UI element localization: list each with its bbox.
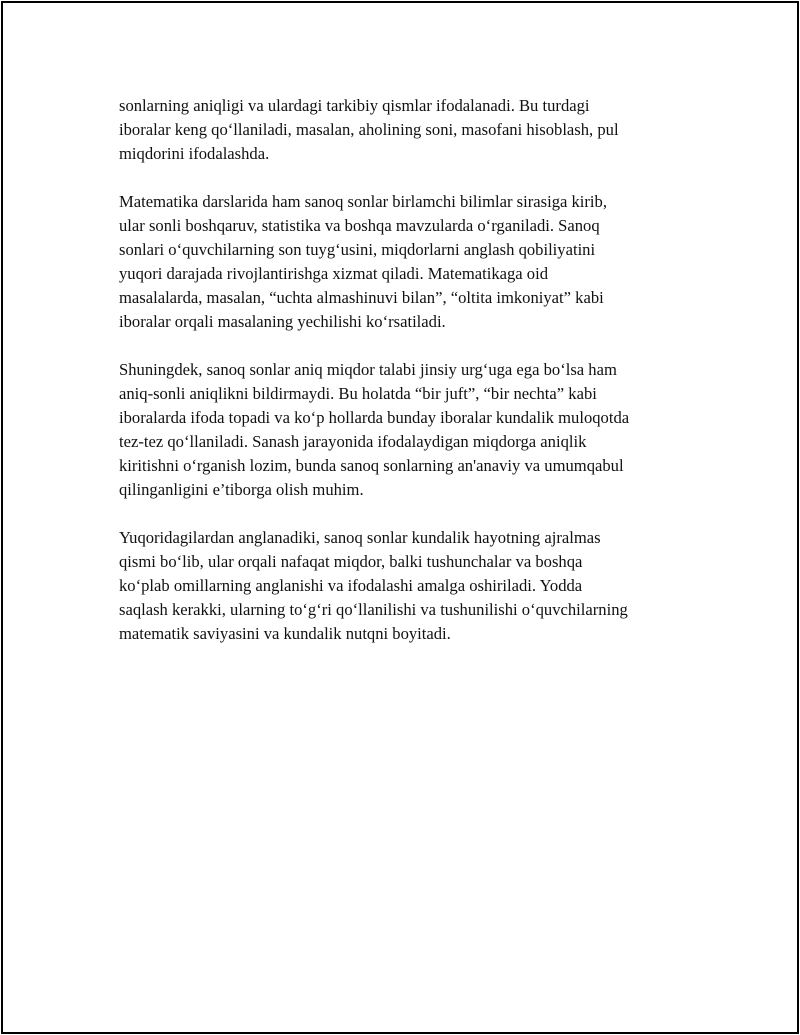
text-line: Yuqoridagilardan anglanadiki, sanoq sonlar kundalik hayotning ajralmas — [119, 528, 601, 547]
text-line: miqdorini ifodalashda. — [119, 144, 270, 163]
document-page — [1, 1, 799, 1034]
text-line: masalalarda, masalan, “uchta almashinuvi bilan”, “oltita imkoniyat” kabi — [119, 288, 604, 307]
text-line: Matematika darslarida ham sanoq sonlar birlamchi bilimlar sirasiga kirib, — [119, 192, 607, 211]
document-body — [119, 94, 709, 670]
text-line: ular sonli boshqaruv, statistika va boshqa mavzularda o‘rganiladi. Sanoq — [119, 216, 600, 235]
text-line: iboralar keng qo‘llaniladi, masalan, aholining soni, masofani hisoblash, pul — [119, 120, 619, 139]
text-line: saqlash kerakki, ularning to‘g‘ri qo‘llanilishi va tushunilishi o‘quvchilarning — [119, 600, 628, 619]
text-line: tez-tez qo‘llaniladi. Sanash jarayonida ifodalaydigan miqdorga aniqlik — [119, 432, 587, 451]
text-line: yuqori darajada rivojlantirishga xizmat qiladi. Matematikaga oid — [119, 264, 548, 283]
paragraph-1 — [119, 94, 709, 166]
text-line: kiritishni o‘rganish lozim, bunda sanoq sonlarning an'anaviy va umumqabul — [119, 456, 624, 475]
text-line: qismi bo‘lib, ular orqali nafaqat miqdor, balki tushunchalar va boshqa — [119, 552, 583, 571]
text-line: Shuningdek, sanoq sonlar aniq miqdor talabi jinsiy urg‘uga ega bo‘lsa ham — [119, 360, 617, 379]
paragraph-4 — [119, 526, 709, 646]
text-line: sonlari o‘quvchilarning son tuyg‘usini, miqdorlarni anglash qobiliyatini — [119, 240, 596, 259]
text-line: sonlarning aniqligi va ulardagi tarkibiy qismlar ifodalanadi. Bu turdagi — [119, 96, 590, 115]
text-line: ko‘plab omillarning anglanishi va ifodalashi amalga oshiriladi. Yodda — [119, 576, 583, 595]
paragraph-2 — [119, 190, 709, 334]
paragraph-3 — [119, 358, 709, 502]
text-line: iboralar orqali masalaning yechilishi ko‘rsatiladi. — [119, 312, 446, 331]
text-line: aniq-sonli aniqlikni bildirmaydi. Bu holatda “bir juft”, “bir nechta” kabi — [119, 384, 597, 403]
text-line: matematik saviyasini va kundalik nutqni boyitadi. — [119, 624, 451, 643]
text-line: qilinganligini e’tiborga olish muhim. — [119, 480, 364, 499]
text-line: iboralarda ifoda topadi va ko‘p hollarda bunday iboralar kundalik muloqotda — [119, 408, 630, 427]
